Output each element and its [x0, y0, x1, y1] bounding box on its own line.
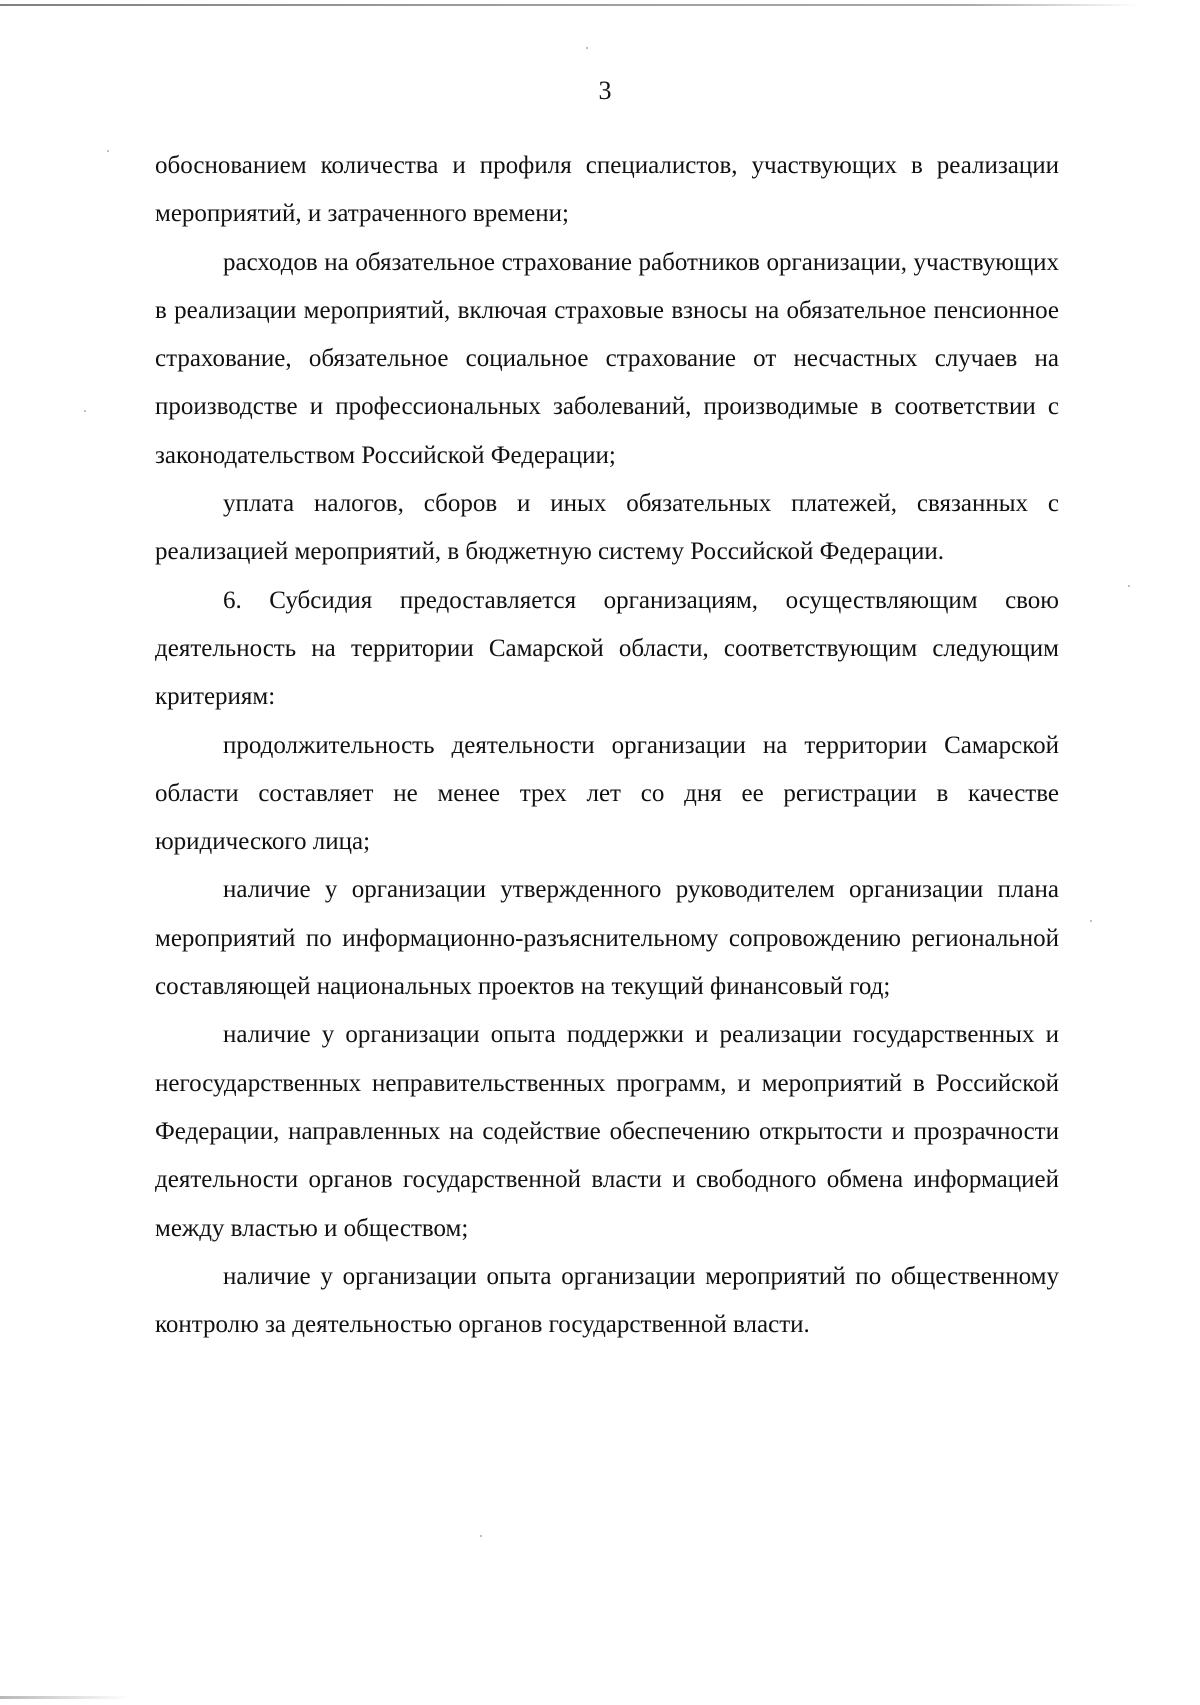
- paragraph: наличие у организации опыта организации мероприятий по общественному контролю за деятельностью органов государственной власти.: [155, 1262, 1059, 1339]
- paragraph: 6. Субсидия предоставляется организациям, осуществляющим свою деятельность на территории Самарской области, соответствующим следующим критериям:: [155, 586, 1059, 711]
- scan-speck: [480, 1535, 482, 1537]
- scan-edge-line: [0, 4, 1140, 6]
- paragraph: обоснованием количества и профиля специалистов, участвующих в реализации мероприятий, и затраченного времени;: [155, 152, 1059, 228]
- scan-speck: [84, 410, 86, 412]
- scan-speck: [1090, 920, 1092, 922]
- document-body: [155, 142, 1059, 1349]
- page-number: 3: [598, 76, 612, 105]
- scan-speck: [107, 150, 109, 152]
- scan-edge-smudge: [0, 1696, 130, 1699]
- paragraph: наличие у организации опыта поддержки и реализации государственных и негосударственных неправительственных программ, и мероприятий в Российской Федерации, направленных на содействие обеспечению открытости и прозрачности деятельности органов государственной власти и свободного обмена информацией между властью и обществом;: [155, 1021, 1059, 1242]
- paragraph: расходов на обязательное страхование работников организации, участвующих в реализации мероприятий, включая страховые взносы на обязательное пенсионное страхование, обязательное социальное страхование от несчастных случаев на производстве и профессиональных заболеваний, производимые в соответствии с законодательством Российской Федерации;: [155, 248, 1059, 469]
- paragraph: продолжительность деятельности организации на территории Самарской области составляет не менее трех лет со дня ее регистрации в качестве юридического лица;: [155, 731, 1059, 856]
- paragraph: уплата налогов, сборов и иных обязательных платежей, связанных с реализацией мероприятий, в бюджетную систему Российской Федерации.: [155, 490, 1059, 566]
- scan-speck: [586, 47, 588, 49]
- paragraph: наличие у организации утвержденного руководителем организации плана мероприятий по информационно-разъяснительному сопровождению региональной составляющей национальных проектов на текущий финансовый год;: [155, 876, 1059, 1001]
- scan-speck: [1128, 585, 1130, 587]
